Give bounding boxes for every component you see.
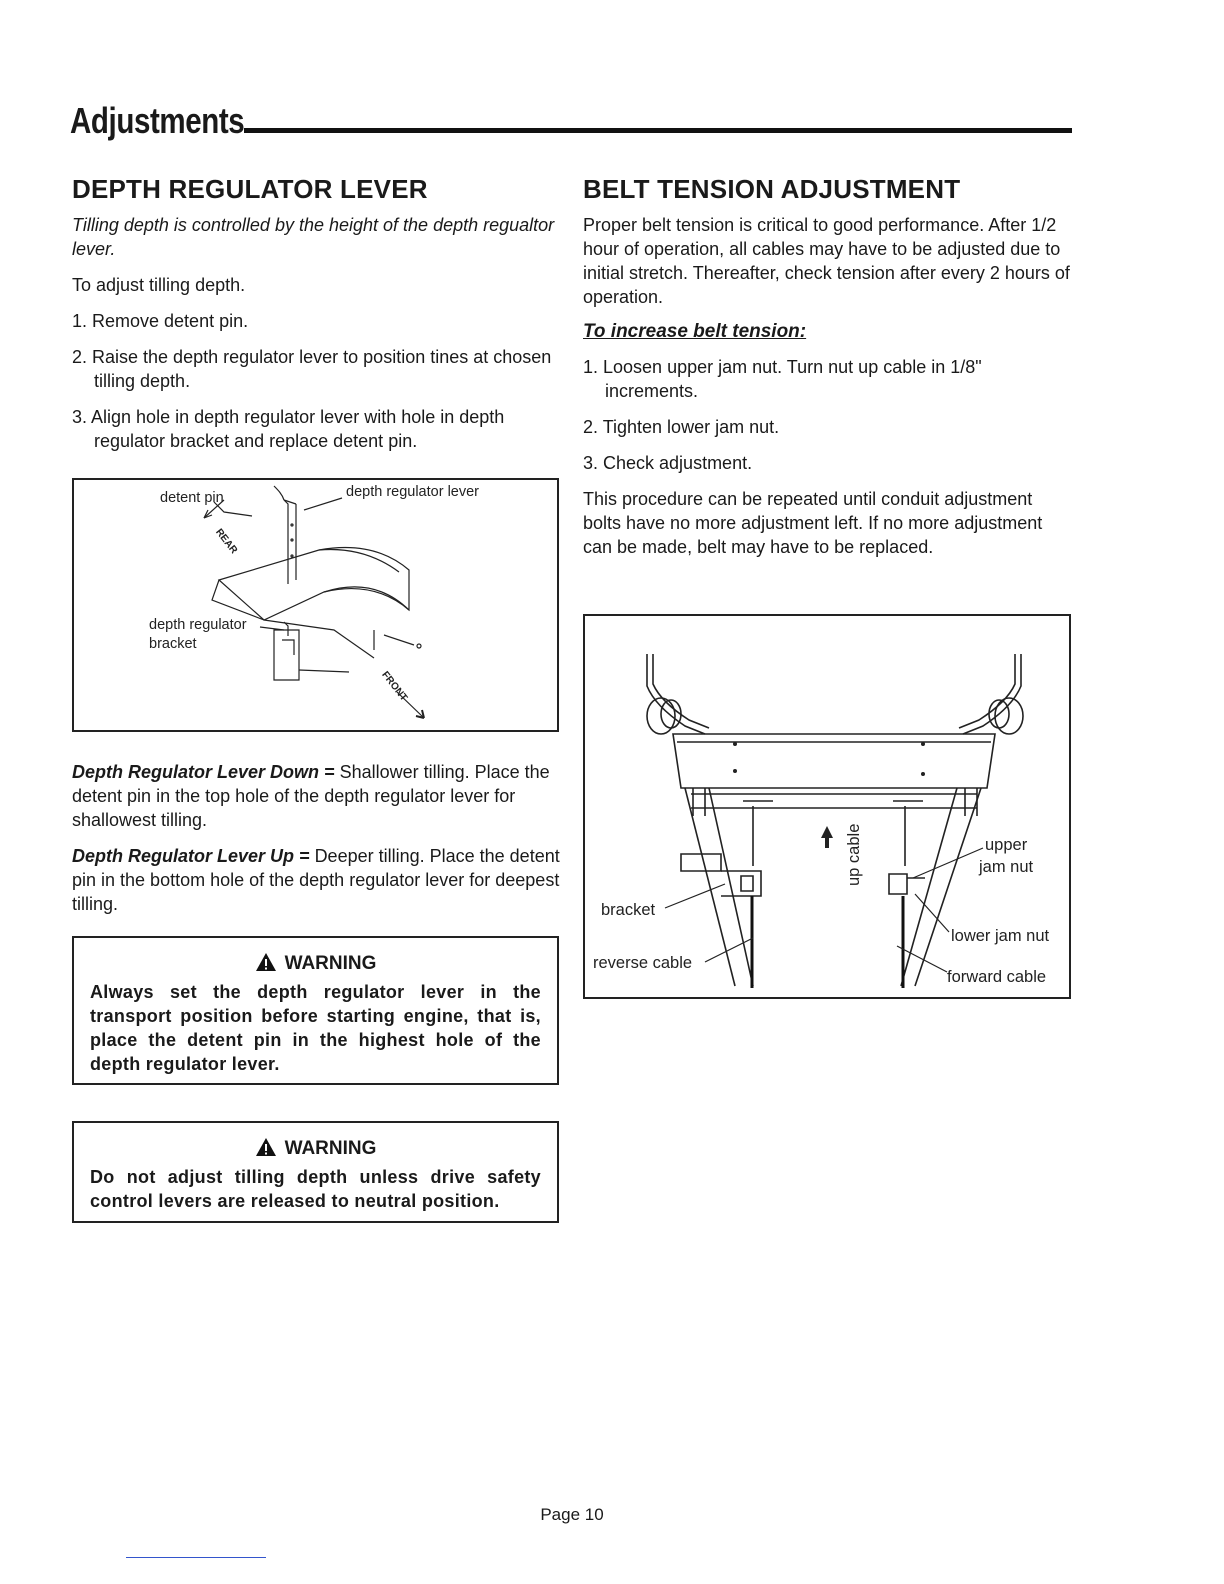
belt-repeat-note: This procedure can be repeated until conduit adjustment bolts have no more adjustment left. If no more adjustment can be made, belt may have to be replaced. (583, 489, 1043, 557)
depth-figure (72, 478, 559, 732)
depth-to-adjust: To adjust tilling depth. (72, 275, 246, 295)
warning-triangle-icon (255, 952, 277, 972)
belt-heading: BELT TENSION ADJUSTMENT (583, 174, 961, 204)
warning-triangle-icon (255, 1137, 277, 1157)
belt-step-1: 1. Loosen upper jam nut. Turn nut up cable in 1/8" increments. (583, 357, 982, 401)
label-up-cable: up cable (845, 823, 863, 886)
warning-box-1 (72, 936, 559, 1085)
label-forward-cable: forward cable (947, 968, 1047, 986)
lever-down-text: Shallower tilling. Place the detent pin in the top hole of the depth regulator lever for shallowest tilling. (72, 762, 550, 830)
belt-intro: Proper belt tension is critical to good performance. After 1/2 hour of operation, all cables may have to be adjusted due to initial stretch. Thereafter, check tension after every 2 hours of operation. (583, 215, 1070, 307)
lever-up-lead: Depth Regulator Lever Up = (72, 846, 310, 866)
depth-step-3: 3. Align hole in depth regulator lever with hole in depth regulator bracket and replace detent pin. (72, 407, 505, 451)
label-bracket-1: depth regulator (149, 617, 247, 633)
label-detent-pin: detent pin (160, 490, 224, 506)
belt-step-2: 2. Tighten lower jam nut. (583, 417, 780, 437)
belt-section (583, 174, 1075, 559)
warning-2-heading (90, 1137, 541, 1161)
page-title: Adjustments (70, 100, 245, 141)
bottom-rule (126, 1557, 266, 1558)
title-rule (244, 128, 1072, 133)
belt-steps (583, 355, 1075, 475)
depth-intro: Tilling depth is controlled by the height of the depth regualtor lever. (72, 215, 555, 259)
lever-down-paragraph (72, 760, 562, 832)
lever-up-paragraph (72, 844, 562, 916)
warning-1-text: Always set the depth regulator lever in the transport position before starting engine, that is, place the detent pin in the highest hole of the depth regulator lever. (90, 982, 541, 1074)
label-upper-2: jam nut (979, 858, 1034, 876)
warning-2-text: Do not adjust tilling depth unless drive safety control levers are released to neutral position. (90, 1167, 541, 1211)
depth-heading: DEPTH REGULATOR LEVER (72, 174, 428, 204)
label-bracket: bracket (601, 901, 656, 919)
label-front: FRONT (379, 669, 410, 704)
label-bracket-2: bracket (149, 636, 197, 652)
lever-down-lead: Depth Regulator Lever Down = (72, 762, 335, 782)
belt-step-3: 3. Check adjustment. (583, 453, 753, 473)
label-reverse-cable: reverse cable (593, 954, 693, 972)
warning-1-heading (90, 952, 541, 976)
warning-2-label: WARNING (284, 1138, 377, 1159)
label-depth-lever: depth regulator lever (346, 484, 479, 500)
belt-subheading: To increase belt tension: (583, 321, 807, 342)
depth-step-2: 2. Raise the depth regulator lever to position tines at chosen tilling depth. (72, 347, 552, 391)
label-lower-jam-nut: lower jam nut (951, 927, 1050, 945)
depth-step-1: 1. Remove detent pin. (72, 311, 249, 331)
label-rear: REAR (213, 526, 240, 557)
belt-figure (583, 614, 1071, 999)
depth-steps (72, 309, 562, 453)
depth-section (72, 174, 562, 453)
warning-box-2 (72, 1121, 559, 1223)
label-upper-1: upper (985, 836, 1028, 854)
depth-lever-explanations (72, 760, 562, 916)
lever-up-text: Deeper tilling. Place the detent pin in the bottom hole of the depth regulator lever for deepest tilling. (72, 846, 560, 914)
tiller-hood-drawing (74, 480, 557, 730)
warning-1-label: WARNING (284, 953, 377, 974)
page-number: Page 10 (540, 1505, 604, 1524)
